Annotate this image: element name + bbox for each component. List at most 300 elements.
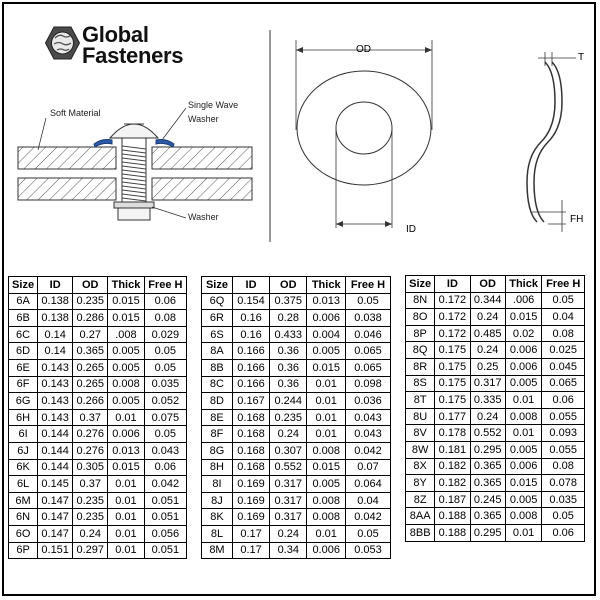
- table-cell: 0.04: [346, 492, 391, 509]
- table-cell: 8N: [406, 292, 435, 309]
- table-cell: 0.01: [108, 492, 144, 509]
- washer-spec-table-1: [8, 276, 187, 559]
- table-header-row: [9, 277, 187, 294]
- table-row: [406, 475, 585, 492]
- table-cell: 6F: [9, 376, 38, 393]
- table-cell: 0.143: [38, 409, 73, 426]
- table-cell: 0.144: [38, 459, 73, 476]
- table-cell: 0.05: [144, 359, 186, 376]
- table-row: [9, 492, 187, 509]
- table-cell: 6J: [9, 442, 38, 459]
- table-cell: 8M: [202, 542, 233, 559]
- table-cell: 0.015: [307, 459, 346, 476]
- table-cell: 6R: [202, 310, 233, 327]
- table-row: [406, 375, 585, 392]
- table-row: [406, 309, 585, 326]
- table-cell: 0.36: [270, 359, 307, 376]
- table-row: [9, 476, 187, 493]
- table-row: [406, 408, 585, 425]
- table-cell: 0.01: [307, 376, 346, 393]
- table-cell: 0.235: [73, 509, 108, 526]
- table-cell: 0.335: [470, 392, 505, 409]
- od-dimension-label: OD: [356, 44, 371, 55]
- table-cell: 0.065: [346, 343, 391, 360]
- table-cell: 0.36: [270, 343, 307, 360]
- table-cell: 0.01: [108, 476, 144, 493]
- table-cell: 0.24: [270, 426, 307, 443]
- table-cell: 0.168: [232, 442, 269, 459]
- table-row: [9, 310, 187, 327]
- table-cell: 0.056: [144, 525, 186, 542]
- table-cell: 0.166: [232, 376, 269, 393]
- table-cell: 8U: [406, 408, 435, 425]
- table-cell: 0.177: [435, 408, 470, 425]
- table-cell: 0.305: [73, 459, 108, 476]
- column-header: Size: [9, 277, 38, 294]
- table-cell: 0.05: [346, 293, 391, 310]
- table-cell: 0.37: [73, 476, 108, 493]
- table-cell: 0.151: [38, 542, 73, 559]
- table-cell: 0.01: [108, 409, 144, 426]
- table-cell: 0.182: [435, 458, 470, 475]
- table-cell: 0.005: [505, 441, 542, 458]
- table-cell: 0.168: [232, 426, 269, 443]
- table-cell: 0.175: [435, 375, 470, 392]
- table-cell: 0.013: [108, 442, 144, 459]
- table-cell: 0.169: [232, 492, 269, 509]
- table-cell: 8BB: [406, 524, 435, 541]
- table-cell: 0.043: [144, 442, 186, 459]
- table-cell: 6O: [9, 525, 38, 542]
- table-cell: 0.172: [435, 309, 470, 326]
- table-cell: 8T: [406, 392, 435, 409]
- table-cell: 0.006: [505, 358, 542, 375]
- table-cell: 0.154: [232, 293, 269, 310]
- table-row: [202, 343, 391, 360]
- table-cell: 0.042: [144, 476, 186, 493]
- table-cell: 8V: [406, 425, 435, 442]
- table-cell: 8D: [202, 393, 233, 410]
- table-row: [202, 293, 391, 310]
- table-row: [202, 442, 391, 459]
- table-row: [202, 310, 391, 327]
- fh-dimension-label: FH: [570, 214, 584, 225]
- column-header: Thick: [307, 277, 346, 294]
- table-cell: 0.138: [38, 310, 73, 327]
- table-cell: 0.244: [270, 393, 307, 410]
- table-cell: 0.365: [470, 458, 505, 475]
- table-row: [9, 343, 187, 360]
- table-cell: 0.317: [270, 509, 307, 526]
- table-cell: 0.08: [144, 310, 186, 327]
- column-header: ID: [232, 277, 269, 294]
- id-dimension-label: ID: [406, 224, 416, 235]
- table-cell: 6M: [9, 492, 38, 509]
- table-cell: 0.552: [270, 459, 307, 476]
- table-cell: 8Y: [406, 475, 435, 492]
- table-cell: 0.175: [435, 358, 470, 375]
- table-cell: 8I: [202, 476, 233, 493]
- table-cell: .006: [505, 292, 542, 309]
- table-cell: 0.168: [232, 459, 269, 476]
- column-header: Thick: [505, 276, 542, 293]
- table-row: [9, 359, 187, 376]
- table-cell: 0.08: [542, 325, 585, 342]
- table-cell: 8J: [202, 492, 233, 509]
- table-cell: 0.02: [505, 325, 542, 342]
- table-row: [9, 509, 187, 526]
- table-cell: 8C: [202, 376, 233, 393]
- table-cell: 8Z: [406, 491, 435, 508]
- logo-line-2: Fasteners: [82, 43, 184, 68]
- table-cell: 0.276: [73, 442, 108, 459]
- table-cell: 0.145: [38, 476, 73, 493]
- table-cell: 0.06: [542, 524, 585, 541]
- table-header-row: [202, 277, 391, 294]
- table-cell: 0.006: [307, 310, 346, 327]
- table-cell: 0.035: [144, 376, 186, 393]
- table-cell: 0.098: [346, 376, 391, 393]
- table-row: [406, 392, 585, 409]
- table-cell: 0.552: [470, 425, 505, 442]
- table-row: [9, 393, 187, 410]
- table-cell: 0.008: [108, 376, 144, 393]
- table-cell: 0.043: [346, 409, 391, 426]
- table-cell: 0.14: [38, 326, 73, 343]
- table-cell: 0.182: [435, 475, 470, 492]
- table-cell: 0.08: [542, 458, 585, 475]
- t-dimension-label: T: [578, 52, 585, 63]
- table-cell: 0.015: [108, 293, 144, 310]
- table-cell: 0.01: [505, 425, 542, 442]
- table-cell: 0.16: [232, 310, 269, 327]
- table-cell: 0.01: [108, 509, 144, 526]
- table-row: [9, 442, 187, 459]
- table-row: [406, 425, 585, 442]
- table-cell: 0.317: [470, 375, 505, 392]
- table-cell: 0.008: [307, 509, 346, 526]
- table-row: [202, 359, 391, 376]
- table-cell: 0.046: [346, 326, 391, 343]
- table-cell: 0.008: [307, 442, 346, 459]
- table-cell: 0.075: [144, 409, 186, 426]
- table-cell: 0.042: [346, 509, 391, 526]
- table-cell: 0.01: [108, 525, 144, 542]
- table-cell: 6Q: [202, 293, 233, 310]
- table-row: [202, 542, 391, 559]
- column-header: Size: [406, 276, 435, 293]
- table-cell: 0.28: [270, 310, 307, 327]
- table-cell: 0.143: [38, 376, 73, 393]
- table-cell: 0.166: [232, 359, 269, 376]
- table-cell: 6S: [202, 326, 233, 343]
- table-cell: 0.008: [307, 492, 346, 509]
- table-cell: 8W: [406, 441, 435, 458]
- table-cell: 0.035: [542, 491, 585, 508]
- table-cell: 0.265: [73, 359, 108, 376]
- column-header: Thick: [108, 277, 144, 294]
- table-cell: 0.06: [144, 293, 186, 310]
- table-body: [202, 293, 391, 559]
- column-header: Free H: [144, 277, 186, 294]
- table-row: [9, 376, 187, 393]
- table-row: [9, 426, 187, 443]
- table-cell: 0.055: [542, 408, 585, 425]
- table-cell: 8AA: [406, 508, 435, 525]
- table-cell: 6B: [9, 310, 38, 327]
- table-row: [406, 441, 585, 458]
- table-cell: 6I: [9, 426, 38, 443]
- table-cell: 8G: [202, 442, 233, 459]
- table-cell: 0.013: [307, 293, 346, 310]
- table-cell: 6P: [9, 542, 38, 559]
- table-cell: 6C: [9, 326, 38, 343]
- table-cell: 8S: [406, 375, 435, 392]
- table-cell: 6K: [9, 459, 38, 476]
- table-cell: 0.006: [108, 426, 144, 443]
- table-cell: 0.053: [346, 542, 391, 559]
- table-cell: 0.235: [73, 293, 108, 310]
- table-cell: 8O: [406, 309, 435, 326]
- table-cell: 0.433: [270, 326, 307, 343]
- table-row: [202, 492, 391, 509]
- table-cell: 8Q: [406, 342, 435, 359]
- table-cell: 0.175: [435, 342, 470, 359]
- table-row: [406, 342, 585, 359]
- table-cell: 0.015: [505, 309, 542, 326]
- table-cell: 0.01: [307, 525, 346, 542]
- table-row: [202, 509, 391, 526]
- table-cell: 0.181: [435, 441, 470, 458]
- table-body: [406, 292, 585, 541]
- table-cell: 8P: [406, 325, 435, 342]
- table-cell: 0.005: [505, 375, 542, 392]
- table-cell: 0.147: [38, 492, 73, 509]
- logo-line-1: Global: [82, 22, 149, 47]
- table-body: [9, 293, 187, 559]
- table-cell: 0.37: [73, 409, 108, 426]
- table-row: [9, 459, 187, 476]
- table-cell: 0.015: [108, 310, 144, 327]
- table-row: [9, 326, 187, 343]
- table-cell: 6D: [9, 343, 38, 360]
- column-header: ID: [435, 276, 470, 293]
- table-cell: 0.006: [307, 542, 346, 559]
- table-cell: 0.01: [307, 393, 346, 410]
- table-cell: 0.05: [144, 426, 186, 443]
- table-cell: 0.01: [307, 426, 346, 443]
- table-row: [202, 459, 391, 476]
- table-cell: 0.01: [505, 524, 542, 541]
- table-cell: 0.055: [542, 441, 585, 458]
- table-row: [406, 491, 585, 508]
- column-header: OD: [73, 277, 108, 294]
- table-row: [406, 292, 585, 309]
- table-cell: 0.015: [505, 475, 542, 492]
- washer-label: Washer: [188, 212, 219, 222]
- table-cell: 6L: [9, 476, 38, 493]
- table-cell: 6G: [9, 393, 38, 410]
- table-cell: 0.375: [270, 293, 307, 310]
- table-cell: 0.093: [542, 425, 585, 442]
- table-row: [202, 426, 391, 443]
- table-cell: 0.317: [270, 476, 307, 493]
- table-cell: 0.029: [144, 326, 186, 343]
- table-row: [406, 458, 585, 475]
- table-cell: 0.005: [108, 393, 144, 410]
- table-row: [406, 325, 585, 342]
- column-header: Size: [202, 277, 233, 294]
- single-wave-label-line-2: Washer: [188, 114, 219, 124]
- table-cell: 8K: [202, 509, 233, 526]
- table-cell: 8H: [202, 459, 233, 476]
- table-cell: 0.038: [346, 310, 391, 327]
- table-cell: 0.235: [270, 409, 307, 426]
- table-cell: 0.05: [542, 508, 585, 525]
- table-cell: 0.295: [470, 441, 505, 458]
- table-cell: 0.25: [470, 358, 505, 375]
- table-cell: 0.051: [144, 542, 186, 559]
- table-cell: 8B: [202, 359, 233, 376]
- washer-side-view: [527, 52, 576, 232]
- washer-top-view: [296, 40, 432, 228]
- table-cell: 0.16: [232, 326, 269, 343]
- table-cell: 8R: [406, 358, 435, 375]
- table-cell: 0.276: [73, 426, 108, 443]
- table-cell: 0.008: [505, 408, 542, 425]
- table-cell: 0.005: [307, 476, 346, 493]
- table-cell: 0.051: [144, 509, 186, 526]
- table-cell: 0.036: [346, 393, 391, 410]
- table-cell: 8L: [202, 525, 233, 542]
- table-cell: 0.065: [346, 359, 391, 376]
- table-cell: 0.235: [73, 492, 108, 509]
- table-cell: 0.138: [38, 293, 73, 310]
- table-cell: 0.04: [542, 309, 585, 326]
- table-cell: 0.172: [435, 292, 470, 309]
- table-cell: 0.045: [542, 358, 585, 375]
- table-cell: 0.01: [108, 542, 144, 559]
- table-cell: 0.065: [542, 375, 585, 392]
- table-cell: 0.005: [108, 343, 144, 360]
- table-cell: 0.166: [232, 343, 269, 360]
- table-row: [202, 409, 391, 426]
- table-cell: 0.14: [38, 343, 73, 360]
- table-cell: 0.01: [505, 392, 542, 409]
- table-cell: 0.005: [307, 343, 346, 360]
- column-header: Free H: [346, 277, 391, 294]
- table-cell: 0.06: [144, 459, 186, 476]
- table-cell: 0.078: [542, 475, 585, 492]
- table-cell: 6A: [9, 293, 38, 310]
- table-cell: 0.307: [270, 442, 307, 459]
- table-cell: 0.188: [435, 524, 470, 541]
- column-header: OD: [470, 276, 505, 293]
- table-cell: 0.365: [470, 508, 505, 525]
- table-row: [9, 409, 187, 426]
- table-row: [406, 358, 585, 375]
- table-row: [9, 542, 187, 559]
- table-cell: 0.178: [435, 425, 470, 442]
- table-cell: 0.17: [232, 542, 269, 559]
- single-wave-label-line-1: Single Wave: [188, 100, 239, 110]
- table-cell: 8E: [202, 409, 233, 426]
- table-cell: 0.05: [144, 343, 186, 360]
- table-cell: 0.365: [73, 343, 108, 360]
- table-cell: 0.147: [38, 525, 73, 542]
- soft-material-label: Soft Material: [50, 108, 101, 118]
- table-cell: 0.167: [232, 393, 269, 410]
- table-cell: 0.143: [38, 359, 73, 376]
- table-cell: 0.144: [38, 426, 73, 443]
- table-row: [202, 476, 391, 493]
- table-cell: 0.24: [470, 309, 505, 326]
- table-cell: 6N: [9, 509, 38, 526]
- column-header: ID: [38, 277, 73, 294]
- table-cell: 0.344: [470, 292, 505, 309]
- table-cell: 0.187: [435, 491, 470, 508]
- table-cell: 0.005: [505, 491, 542, 508]
- table-cell: 0.245: [470, 491, 505, 508]
- table-cell: 0.485: [470, 325, 505, 342]
- table-cell: 0.004: [307, 326, 346, 343]
- table-cell: 0.05: [542, 292, 585, 309]
- washer-spec-table-3: [405, 275, 585, 542]
- table-cell: 0.05: [346, 525, 391, 542]
- table-cell: 6E: [9, 359, 38, 376]
- table-cell: .008: [108, 326, 144, 343]
- table-cell: 8F: [202, 426, 233, 443]
- table-cell: 0.143: [38, 393, 73, 410]
- table-row: [202, 326, 391, 343]
- table-cell: 0.005: [108, 359, 144, 376]
- table-row: [202, 393, 391, 410]
- table-cell: 6H: [9, 409, 38, 426]
- table-cell: 0.147: [38, 509, 73, 526]
- table-cell: 0.365: [470, 475, 505, 492]
- table-cell: 0.172: [435, 325, 470, 342]
- table-cell: 0.297: [73, 542, 108, 559]
- table-cell: 0.295: [470, 524, 505, 541]
- table-cell: 0.008: [505, 508, 542, 525]
- table-cell: 0.34: [270, 542, 307, 559]
- table-cell: 0.36: [270, 376, 307, 393]
- table-cell: 0.006: [505, 342, 542, 359]
- table-cell: 0.266: [73, 393, 108, 410]
- table-row: [202, 525, 391, 542]
- table-cell: 0.188: [435, 508, 470, 525]
- table-cell: 0.07: [346, 459, 391, 476]
- table-cell: 0.064: [346, 476, 391, 493]
- table-cell: 8X: [406, 458, 435, 475]
- table-cell: 0.015: [108, 459, 144, 476]
- table-cell: 0.168: [232, 409, 269, 426]
- table-cell: 0.24: [73, 525, 108, 542]
- column-header: OD: [270, 277, 307, 294]
- table-cell: 0.06: [542, 392, 585, 409]
- table-header-row: [406, 276, 585, 293]
- table-cell: 0.025: [542, 342, 585, 359]
- table-cell: 0.015: [307, 359, 346, 376]
- table-row: [9, 525, 187, 542]
- assembly-cross-section: [18, 108, 252, 220]
- table-row: [406, 524, 585, 541]
- table-cell: 0.169: [232, 509, 269, 526]
- table-cell: 0.317: [270, 492, 307, 509]
- table-cell: 0.01: [307, 409, 346, 426]
- table-cell: 8A: [202, 343, 233, 360]
- column-header: Free H: [542, 276, 585, 293]
